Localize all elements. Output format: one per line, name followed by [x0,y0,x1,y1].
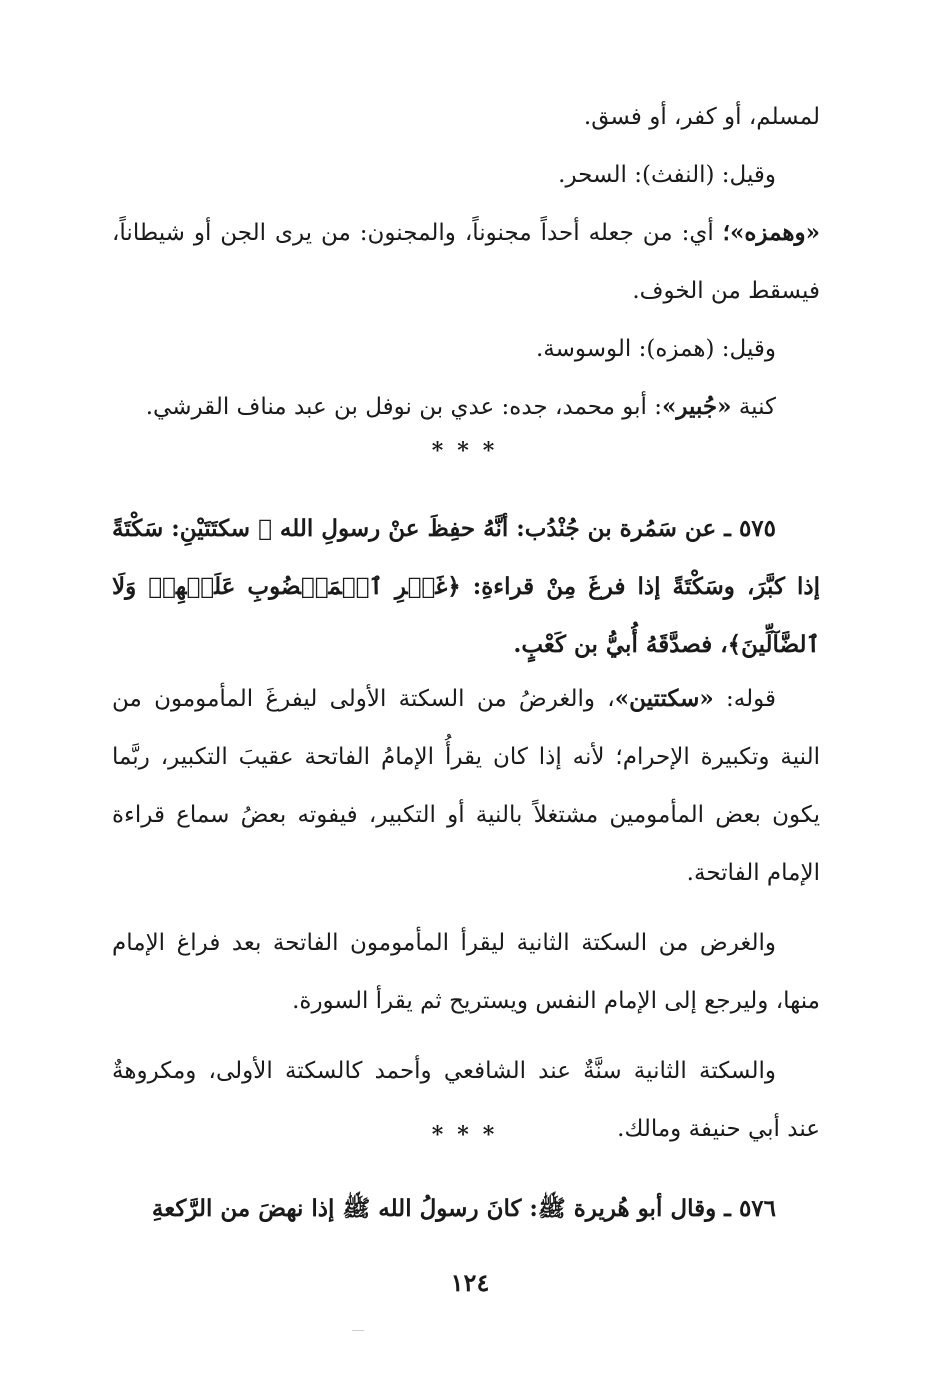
commentary-block [112,670,820,1158]
hadith-575-text: ٥٧٥ ـ عن سَمُرة بن جُنْدُب: أنَّهُ حفِظَ عنْ رسولِ الله ﷺ سكتَتَيْنِ: سَكْتَةً إذا كبَّرَ، وسَكْتَةً إذا فرغَ مِنْ قراءةِ: ﴿غَيۡرِ ٱلۡمَغۡضُوبِ عَلَيۡهِمۡ وَلَا ٱلضَّآلِّينَ﴾، فصدَّقَهُ أُبيُّ بن كَعْبٍ. [112,515,820,658]
commentary-p1-text: ، والغرضُ من السكتة الأولى ليفرغَ المأمومون من النية وتكبيرة الإحرام؛ لأنه إذا كان يقرأُ الإمامُ الفاتحة عقيبَ التكبير، ربَّما يكون بعض المأمومين مشتغلاً بالنية أو التكبير، فيفوته بعضُ سماع قراءة الإمام الفاتحة. [112,686,820,886]
definition-hamzih: أي: من جعله أحداً مجنوناً، والمجنون: من يرى الجن أو شيطاناً، فيسقط من الخوف. [112,220,820,304]
text-paragraph-hamz [112,204,820,320]
hadith-576-text: ٥٧٦ ـ وقال أبو هُريرة ﷺ: كانَ رسولُ الله ﷺ إذا نهضَ من الرَّكعةِ [151,1195,776,1222]
commentary-paragraph-2: والغرض من السكتة الثانية ليقرأ المأمومون الفاتحة بعد فراغ الإمام منها، وليرجع إلى الإمام النفس ويستريح ثم يقرأ السورة. [112,930,820,1014]
commentary-paragraph-1 [112,670,820,902]
commentary-prefix: قوله: [713,686,776,712]
text-line-1: لمسلم، أو كفر، أو فسق. [583,104,820,130]
text-line-nafth: وقيل: (النفث): السحر. [558,162,776,188]
page-number: ١٢٤ [450,1268,490,1297]
text-line-jubayr [112,378,820,436]
section-separator-1: *** [431,438,509,464]
page-body [112,88,820,436]
scan-mark [352,1330,364,1331]
kunya-rest: : أبو محمد، جده: عدي بن نوفل بن عبد مناف القرشي. [145,394,662,420]
hadith-576-block [112,1180,820,1238]
commentary-paragraph-3: والسكتة الثانية سنَّةٌ عند الشافعي وأحمد كالسكتة الأولى، ومكروهةٌ عند أبي حنيفة ومالك. [112,1058,820,1142]
text-line-waswasa: وقيل: (همزه): الوسوسة. [535,336,776,362]
section-separator-2: *** [431,1122,509,1148]
term-sakatatayn: «سكتتين» [614,685,714,712]
hadith-575-block [112,500,820,674]
term-jubayr: «جُبير» [661,393,732,420]
term-hamzih: «وهمزه»؛ [722,219,820,246]
kunya-prefix: كنية [731,394,776,420]
